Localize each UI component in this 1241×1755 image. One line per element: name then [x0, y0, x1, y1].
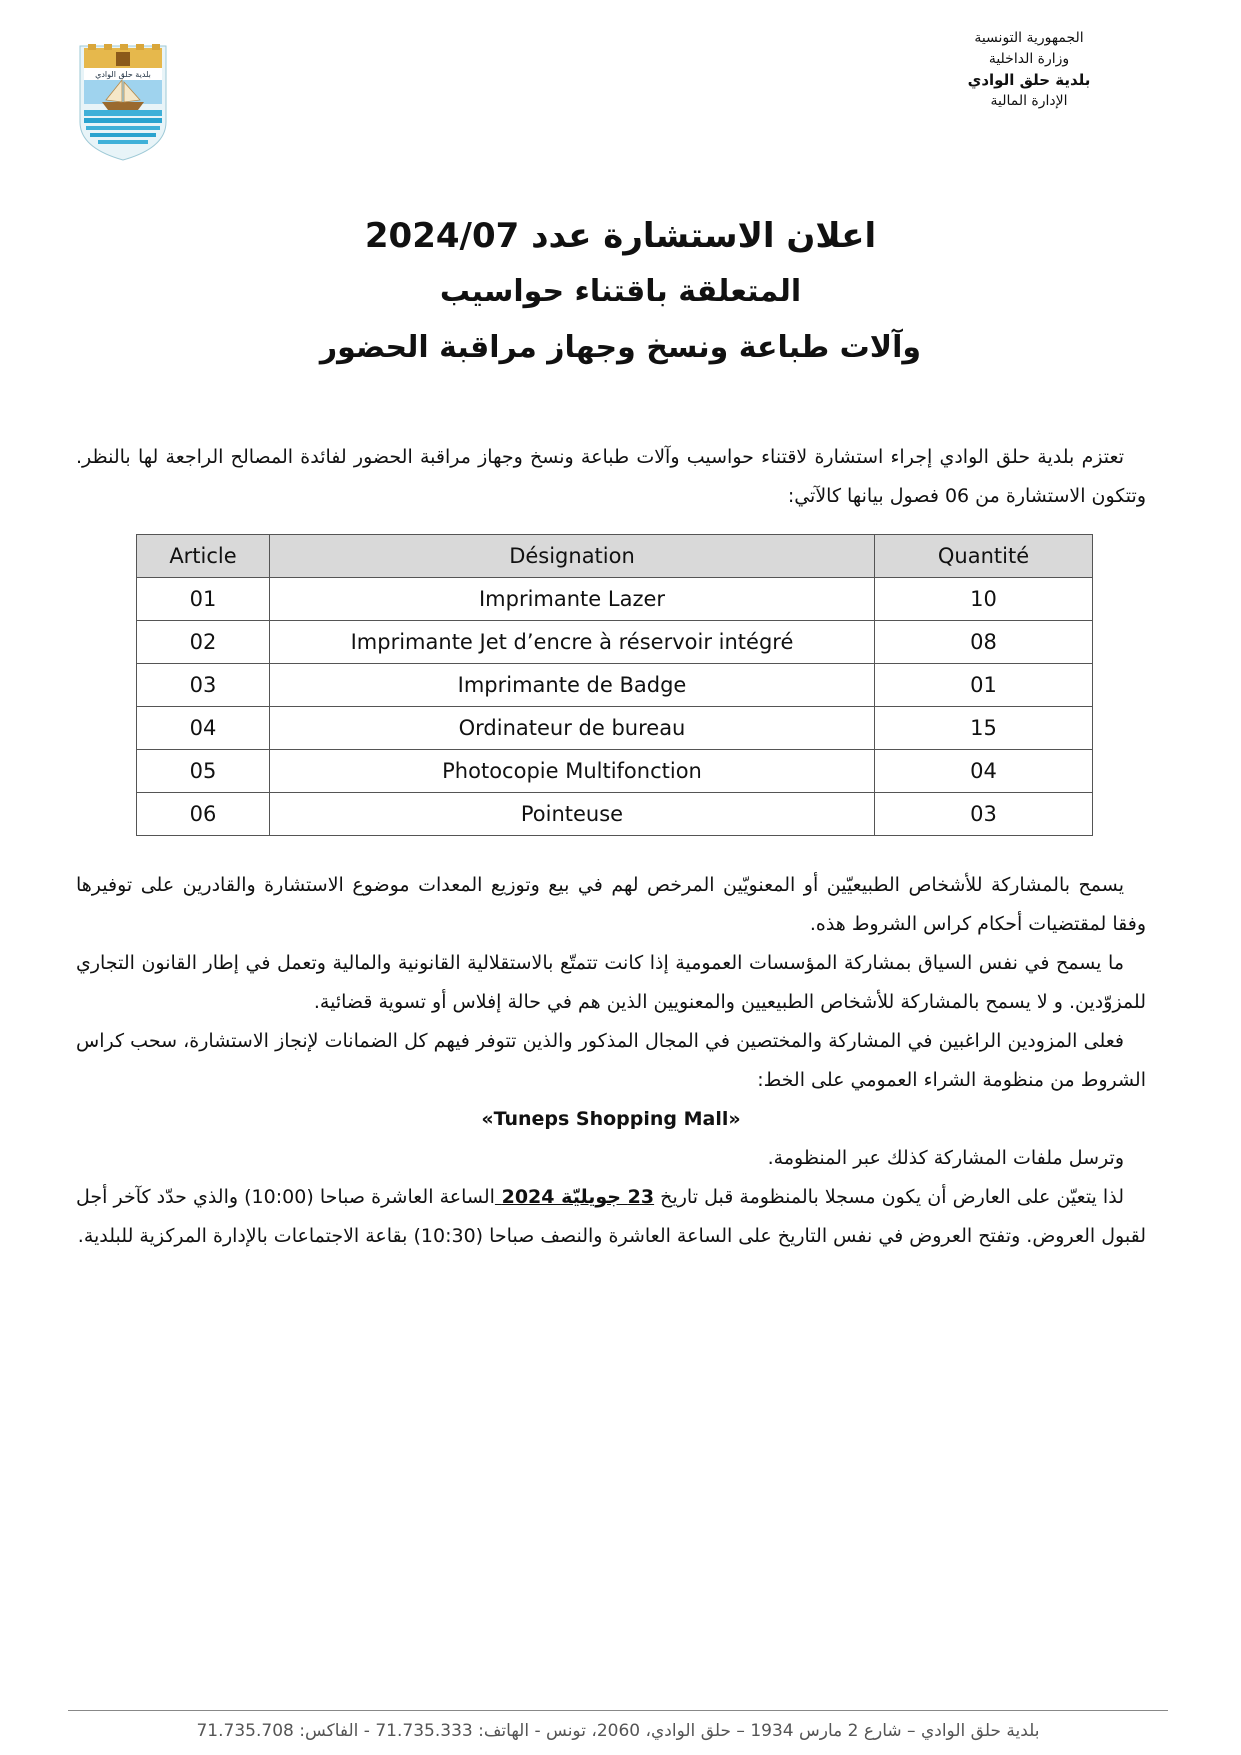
deadline-date: 23 جويليّة 2024 — [494, 1186, 655, 1208]
municipality-name: بلدية حلق الوادي — [967, 71, 1091, 89]
announcement-title — [0, 208, 1241, 376]
republic-name: الجمهورية التونسية — [974, 30, 1084, 46]
intro-paragraph — [76, 438, 1146, 516]
cell-article: 04 — [137, 707, 270, 750]
public-institutions-paragraph — [76, 944, 1146, 1022]
table-row — [137, 664, 1093, 707]
submission-paragraph — [76, 1139, 1146, 1178]
eligibility-text: يسمح بالمشاركة للأشخاص الطبيعيّين أو المعنويّين المرخص لهم في بيع وتوزيع المعدات موضوع الاستشارة والقادرين على توفيرها وفقا لمقتضيات أحكام كراس الشروط هذه. — [76, 874, 1146, 935]
cell-article: 01 — [137, 578, 270, 621]
table-row — [137, 707, 1093, 750]
cell-designation: Ordinateur de bureau — [270, 707, 875, 750]
cell-article: 03 — [137, 664, 270, 707]
intro-text: تعتزم بلدية حلق الوادي إجراء استشارة لاقتناء حواسيب وآلات طباعة ونسخ وجهاز مراقبة الحضور لفائدة المصالح الراجعة لها بالنظر. وتتكون الاستشارة من 06 فصول بيانها كالآتي: — [76, 446, 1146, 507]
cell-designation: Pointeuse — [270, 793, 875, 836]
table-header-row — [137, 535, 1093, 578]
header-designation: Désignation — [270, 535, 875, 578]
cell-article: 05 — [137, 750, 270, 793]
cell-designation: Imprimante Jet d’encre à réservoir intégré — [270, 621, 875, 664]
title-line-2: المتعلقة باقتناء حواسيب — [439, 274, 802, 309]
deadline-paragraph — [76, 1178, 1146, 1256]
cell-quantity: 04 — [875, 750, 1093, 793]
table-row — [137, 750, 1093, 793]
header-article: Article — [137, 535, 270, 578]
title-line-3: وآلات طباعة ونسخ وجهاز مراقبة الحضور — [319, 330, 922, 365]
cell-article: 06 — [137, 793, 270, 836]
cell-quantity: 01 — [875, 664, 1093, 707]
footer-contact: بلدية حلق الوادي – شارع 2 مارس 1934 – حلق الوادي، 2060، تونس - الهاتف: 71.735.333 - الفاكس: 71.735.708 — [196, 1721, 1040, 1741]
cell-quantity: 10 — [875, 578, 1093, 621]
institution-header — [899, 28, 1159, 112]
table-row — [137, 621, 1093, 664]
logo-text: بلدية حلق الوادي — [95, 70, 151, 79]
cell-quantity: 08 — [875, 621, 1093, 664]
platform-name: «Tuneps Shopping Mall» — [481, 1108, 741, 1130]
department-name: الإدارة المالية — [990, 93, 1068, 109]
cell-quantity: 15 — [875, 707, 1093, 750]
submission-text: وترسل ملفات المشاركة كذلك عبر المنظومة. — [767, 1147, 1124, 1169]
header-quantity: Quantité — [875, 535, 1093, 578]
ministry-name: وزارة الداخلية — [988, 51, 1070, 67]
eligibility-paragraph — [76, 866, 1146, 944]
public-institutions-text: ما يسمح في نفس السياق بمشاركة المؤسسات العمومية إذا كانت تتمتّع بالاستقلالية القانونية والمالية وتعمل في إطار القانون التجاري للمزوّدين. و لا يسمح بالمشاركة للأشخاص الطبيعيين والمعنويين الذين هم في حالة إفلاس أو تسوية قضائية. — [76, 952, 1146, 1013]
suppliers-paragraph — [76, 1022, 1146, 1100]
items-table — [136, 534, 1093, 836]
deadline-text-after: الساعة العاشرة صباحا (10:00) والذي حدّد كآخر أجل لقبول العروض. وتفتح العروض في نفس التاريخ على الساعة العاشرة والنصف صباحا (10:30) بقاعة الاجتماعات بالإدارة المركزية للبلدية. — [76, 1186, 1146, 1247]
table-row — [137, 578, 1093, 621]
conditions-section — [76, 866, 1146, 1256]
cell-designation: Photocopie Multifonction — [270, 750, 875, 793]
suppliers-text: فعلى المزودين الراغبين في المشاركة والمختصين في المجال المذكور والذين تتوفر فيهم كل الضمانات لإنجاز الاستشارة، سحب كراس الشروط من منظومة الشراء العمومي على الخط: — [76, 1030, 1146, 1091]
cell-quantity: 03 — [875, 793, 1093, 836]
cell-designation: Imprimante de Badge — [270, 664, 875, 707]
title-line-1: اعلان الاستشارة عدد 2024/07 — [364, 216, 877, 256]
deadline-text-before: لذا يتعيّن على العارض أن يكون مسجلا بالمنظومة قبل تاريخ — [654, 1186, 1124, 1208]
municipality-logo — [78, 44, 168, 162]
table-row — [137, 793, 1093, 836]
cell-article: 02 — [137, 621, 270, 664]
page-footer — [68, 1710, 1168, 1741]
cell-designation: Imprimante Lazer — [270, 578, 875, 621]
